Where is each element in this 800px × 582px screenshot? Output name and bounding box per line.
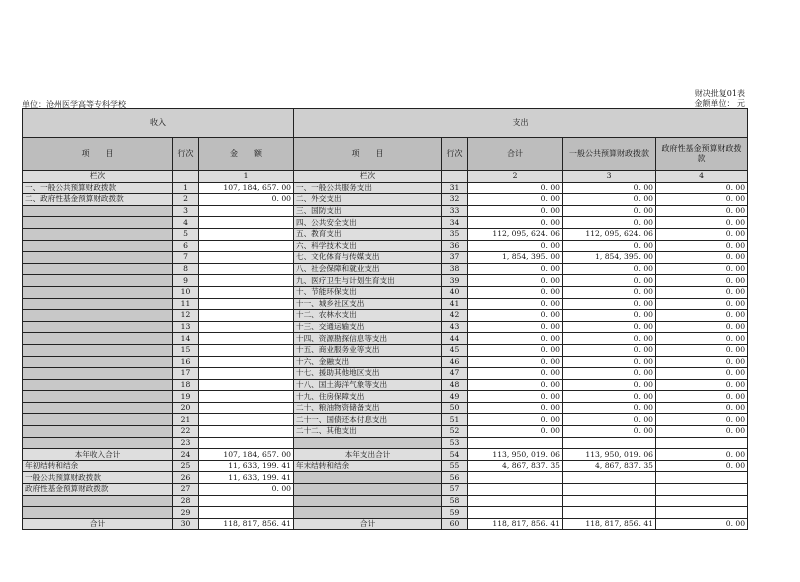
income-amount-cell <box>199 240 294 252</box>
expense-fund-cell: 0. 00 <box>656 368 748 380</box>
expense-total-cell: 0. 00 <box>468 310 563 322</box>
table-row <box>23 321 748 333</box>
expense-item-cell: 十、节能环保支出 <box>294 286 442 298</box>
income-line-cell: 8 <box>173 263 199 275</box>
expense-general-cell: 0. 00 <box>563 391 656 403</box>
expense-item-cell: 十二、农林水支出 <box>294 310 442 322</box>
income-item-cell <box>23 402 173 414</box>
expense-general-cell: 0. 00 <box>563 321 656 333</box>
income-line-cell: 21 <box>173 414 199 426</box>
expense-fund-cell: 0. 00 <box>656 391 748 403</box>
expense-item-cell: 二、外交支出 <box>294 194 442 206</box>
table-row <box>23 310 748 322</box>
expense-item-cell: 一、一般公共服务支出 <box>294 182 442 194</box>
expense-item-cell: 四、公共安全支出 <box>294 217 442 229</box>
income-item-cell <box>23 205 173 217</box>
expense-line-cell: 46 <box>442 356 468 368</box>
expense-line-cell: 43 <box>442 321 468 333</box>
colnum-total: 2 <box>468 171 563 183</box>
income-amount-cell: 11, 633, 199. 41 <box>199 460 294 472</box>
expense-total-cell: 0. 00 <box>468 321 563 333</box>
expense-item-cell <box>294 472 442 484</box>
expense-total-cell: 0. 00 <box>468 414 563 426</box>
income-item-cell: 合计 <box>23 518 173 530</box>
income-line-cell: 2 <box>173 194 199 206</box>
expense-line-cell: 53 <box>442 437 468 449</box>
income-amount-cell <box>199 205 294 217</box>
table-row <box>23 379 748 391</box>
expense-general-cell: 0. 00 <box>563 356 656 368</box>
expense-item-cell: 十三、交通运输支出 <box>294 321 442 333</box>
table-row <box>23 263 748 275</box>
income-line-cell: 1 <box>173 182 199 194</box>
expense-fund-cell: 0. 00 <box>656 194 748 206</box>
income-line-cell: 10 <box>173 286 199 298</box>
colnum-label: 栏次 <box>23 171 173 183</box>
expense-general-cell <box>563 495 656 507</box>
colnum-label2: 栏次 <box>294 171 442 183</box>
expense-general-cell <box>563 507 656 519</box>
expense-general-cell <box>563 437 656 449</box>
income-amount-cell <box>199 356 294 368</box>
expense-general-cell: 0. 00 <box>563 414 656 426</box>
colnum-blank <box>173 171 199 183</box>
expense-general-cell: 0. 00 <box>563 402 656 414</box>
income-line-cell: 30 <box>173 518 199 530</box>
expense-fund-cell <box>656 507 748 519</box>
income-amount-cell <box>199 298 294 310</box>
expense-total-cell: 0. 00 <box>468 182 563 194</box>
expense-total-cell: 0. 00 <box>468 263 563 275</box>
expense-item-cell: 十八、国土海洋气象等支出 <box>294 379 442 391</box>
income-line-cell: 14 <box>173 333 199 345</box>
expense-line-cell: 55 <box>442 460 468 472</box>
expense-fund-cell: 0. 00 <box>656 402 748 414</box>
income-amount-cell <box>199 344 294 356</box>
income-amount-cell <box>199 414 294 426</box>
expense-item-cell: 十九、住房保障支出 <box>294 391 442 403</box>
expense-total-cell: 0. 00 <box>468 240 563 252</box>
table-row <box>23 182 748 194</box>
expense-item-cell: 二十二、其他支出 <box>294 426 442 438</box>
expense-fund-cell: 0. 00 <box>656 286 748 298</box>
expense-line-cell: 40 <box>442 286 468 298</box>
expense-line-cell: 42 <box>442 310 468 322</box>
expense-total-cell: 0. 00 <box>468 275 563 287</box>
expense-line-cell: 44 <box>442 333 468 345</box>
income-line-cell: 5 <box>173 228 199 240</box>
expense-general-cell: 118, 817, 856. 41 <box>563 518 656 530</box>
col-line-header: 行次 <box>173 138 199 171</box>
expense-general-cell: 0. 00 <box>563 217 656 229</box>
expense-item-cell <box>294 484 442 496</box>
expense-total-cell: 0. 00 <box>468 391 563 403</box>
expense-total-cell: 0. 00 <box>468 286 563 298</box>
col-general-header: 一般公共预算财政拨款 <box>563 138 656 171</box>
form-code: 财决批复01表 <box>694 89 745 98</box>
expense-line-cell: 54 <box>442 449 468 461</box>
table-row <box>23 368 748 380</box>
expense-total-cell: 0. 00 <box>468 344 563 356</box>
table-row <box>23 298 748 310</box>
expense-section-header: 支出 <box>294 109 748 138</box>
expense-fund-cell: 0. 00 <box>656 252 748 264</box>
column-header-row <box>23 138 748 171</box>
table-row <box>23 356 748 368</box>
expense-general-cell: 1, 854, 395. 00 <box>563 252 656 264</box>
table-row <box>23 344 748 356</box>
income-amount-cell <box>199 263 294 275</box>
expense-line-cell: 32 <box>442 194 468 206</box>
expense-line-cell: 52 <box>442 426 468 438</box>
expense-general-cell: 0. 00 <box>563 194 656 206</box>
income-item-cell <box>23 298 173 310</box>
expense-item-cell: 本年支出合计 <box>294 449 442 461</box>
colnum-general: 3 <box>563 171 656 183</box>
expense-fund-cell <box>656 484 748 496</box>
expense-line-cell: 51 <box>442 414 468 426</box>
income-item-cell <box>23 321 173 333</box>
expense-total-cell: 0. 00 <box>468 217 563 229</box>
expense-item-cell: 七、文化体育与传媒支出 <box>294 252 442 264</box>
income-amount-cell <box>199 495 294 507</box>
expense-item-cell: 十五、商业服务业等支出 <box>294 344 442 356</box>
expense-general-cell: 0. 00 <box>563 298 656 310</box>
table-row <box>23 286 748 298</box>
table-row <box>23 402 748 414</box>
expense-line-cell: 31 <box>442 182 468 194</box>
income-item-cell <box>23 379 173 391</box>
expense-fund-cell: 0. 00 <box>656 205 748 217</box>
table-row <box>23 252 748 264</box>
expense-line-cell: 58 <box>442 495 468 507</box>
income-line-cell: 27 <box>173 484 199 496</box>
expense-line-cell: 35 <box>442 228 468 240</box>
income-line-cell: 25 <box>173 460 199 472</box>
income-amount-cell <box>199 507 294 519</box>
income-item-cell <box>23 310 173 322</box>
expense-item-cell: 二十、粮油物资储备支出 <box>294 402 442 414</box>
table-row <box>23 460 748 472</box>
table-row <box>23 275 748 287</box>
table-row <box>23 228 748 240</box>
expense-fund-cell: 0. 00 <box>656 310 748 322</box>
income-item-cell <box>23 333 173 345</box>
expense-general-cell: 0. 00 <box>563 205 656 217</box>
expense-general-cell: 0. 00 <box>563 286 656 298</box>
expense-general-cell <box>563 472 656 484</box>
income-item-cell <box>23 414 173 426</box>
income-item-cell <box>23 217 173 229</box>
expense-total-cell: 1, 854, 395. 00 <box>468 252 563 264</box>
income-amount-cell <box>199 333 294 345</box>
table-row <box>23 333 748 345</box>
expense-total-cell <box>468 495 563 507</box>
income-line-cell: 16 <box>173 356 199 368</box>
expense-general-cell: 0. 00 <box>563 310 656 322</box>
expense-general-cell: 0. 00 <box>563 333 656 345</box>
expense-total-cell: 0. 00 <box>468 205 563 217</box>
table-row <box>23 240 748 252</box>
income-line-cell: 6 <box>173 240 199 252</box>
expense-total-cell <box>468 507 563 519</box>
expense-line-cell: 57 <box>442 484 468 496</box>
expense-total-cell: 0. 00 <box>468 402 563 414</box>
income-line-cell: 9 <box>173 275 199 287</box>
expense-line-cell: 36 <box>442 240 468 252</box>
expense-total-cell <box>468 472 563 484</box>
expense-item-cell: 十一、城乡社区支出 <box>294 298 442 310</box>
expense-general-cell: 0. 00 <box>563 344 656 356</box>
income-item-cell <box>23 391 173 403</box>
income-amount-cell: 118, 817, 856. 41 <box>199 518 294 530</box>
income-line-cell: 22 <box>173 426 199 438</box>
income-amount-cell <box>199 217 294 229</box>
expense-fund-cell: 0. 00 <box>656 426 748 438</box>
expense-general-cell: 0. 00 <box>563 426 656 438</box>
expense-general-cell: 0. 00 <box>563 263 656 275</box>
income-amount-cell <box>199 228 294 240</box>
income-line-cell: 11 <box>173 298 199 310</box>
expense-fund-cell: 0. 00 <box>656 414 748 426</box>
expense-line-cell: 34 <box>442 217 468 229</box>
income-item-cell: 政府性基金预算财政拨款 <box>23 484 173 496</box>
income-amount-cell <box>199 402 294 414</box>
col-item2-header: 项 目 <box>294 138 442 171</box>
income-amount-cell <box>199 437 294 449</box>
expense-fund-cell: 0. 00 <box>656 217 748 229</box>
income-item-cell <box>23 263 173 275</box>
income-line-cell: 13 <box>173 321 199 333</box>
income-amount-cell: 0. 00 <box>199 194 294 206</box>
table-row <box>23 484 748 496</box>
table-row <box>23 472 748 484</box>
col-fund-header: 政府性基金预算财政拨款 <box>656 138 748 171</box>
income-amount-cell: 107, 184, 657. 00 <box>199 182 294 194</box>
col-line2-header: 行次 <box>442 138 468 171</box>
expense-fund-cell: 0. 00 <box>656 240 748 252</box>
expense-fund-cell <box>656 472 748 484</box>
income-line-cell: 3 <box>173 205 199 217</box>
income-amount-cell <box>199 368 294 380</box>
income-section-header: 收入 <box>23 109 294 138</box>
expense-line-cell: 47 <box>442 368 468 380</box>
income-amount-cell <box>199 275 294 287</box>
income-line-cell: 12 <box>173 310 199 322</box>
expense-total-cell: 0. 00 <box>468 426 563 438</box>
expense-fund-cell: 0. 00 <box>656 263 748 275</box>
income-line-cell: 26 <box>173 472 199 484</box>
expense-general-cell <box>563 484 656 496</box>
income-amount-cell <box>199 286 294 298</box>
table-row <box>23 449 748 461</box>
income-line-cell: 28 <box>173 495 199 507</box>
expense-fund-cell: 0. 00 <box>656 275 748 287</box>
income-item-cell: 一、一般公共预算财政拨款 <box>23 182 173 194</box>
expense-general-cell: 112, 095, 624. 06 <box>563 228 656 240</box>
income-item-cell <box>23 507 173 519</box>
expense-item-cell: 二十一、国债还本付息支出 <box>294 414 442 426</box>
unit-label: 单位：沧州医学高等专科学校 <box>22 100 126 109</box>
expense-fund-cell: 0. 00 <box>656 449 748 461</box>
expense-item-cell <box>294 495 442 507</box>
expense-general-cell: 113, 950, 019. 06 <box>563 449 656 461</box>
income-item-cell <box>23 275 173 287</box>
table-row <box>23 437 748 449</box>
income-item-cell <box>23 240 173 252</box>
income-line-cell: 29 <box>173 507 199 519</box>
expense-line-cell: 59 <box>442 507 468 519</box>
colnum-blank2 <box>442 171 468 183</box>
expense-total-cell: 113, 950, 019. 06 <box>468 449 563 461</box>
income-item-cell: 二、政府性基金预算财政拨款 <box>23 194 173 206</box>
expense-line-cell: 37 <box>442 252 468 264</box>
income-amount-cell <box>199 379 294 391</box>
colnum-fund: 4 <box>656 171 748 183</box>
expense-total-cell <box>468 484 563 496</box>
expense-total-cell: 0. 00 <box>468 298 563 310</box>
col-item-header: 项 目 <box>23 138 173 171</box>
income-line-cell: 7 <box>173 252 199 264</box>
expense-total-cell: 112, 095, 624. 06 <box>468 228 563 240</box>
income-line-cell: 23 <box>173 437 199 449</box>
table-row <box>23 518 748 530</box>
income-item-cell <box>23 228 173 240</box>
income-line-cell: 24 <box>173 449 199 461</box>
expense-fund-cell: 0. 00 <box>656 379 748 391</box>
expense-item-cell: 十四、资源勘探信息等支出 <box>294 333 442 345</box>
income-line-cell: 15 <box>173 344 199 356</box>
income-item-cell <box>23 286 173 298</box>
table-row <box>23 217 748 229</box>
table-row <box>23 194 748 206</box>
expense-fund-cell <box>656 437 748 449</box>
table-row <box>23 391 748 403</box>
expense-fund-cell: 0. 00 <box>656 228 748 240</box>
income-item-cell <box>23 252 173 264</box>
expense-total-cell: 0. 00 <box>468 368 563 380</box>
colnum-amount: 1 <box>199 171 294 183</box>
income-item-cell <box>23 495 173 507</box>
expense-item-cell: 五、教育支出 <box>294 228 442 240</box>
expense-item-cell: 九、医疗卫生与计划生育支出 <box>294 275 442 287</box>
expense-item-cell: 合计 <box>294 518 442 530</box>
expense-line-cell: 33 <box>442 205 468 217</box>
expense-total-cell: 0. 00 <box>468 379 563 391</box>
expense-line-cell: 41 <box>442 298 468 310</box>
report-header-right <box>694 89 745 109</box>
expense-fund-cell <box>656 495 748 507</box>
expense-fund-cell: 0. 00 <box>656 344 748 356</box>
expense-line-cell: 56 <box>442 472 468 484</box>
expense-item-cell: 年末结转和结余 <box>294 460 442 472</box>
expense-general-cell: 0. 00 <box>563 182 656 194</box>
amount-unit: 金额单位： 元 <box>694 99 745 108</box>
expense-fund-cell: 0. 00 <box>656 298 748 310</box>
expense-fund-cell: 0. 00 <box>656 333 748 345</box>
expense-line-cell: 38 <box>442 263 468 275</box>
col-amount-header: 金 额 <box>199 138 294 171</box>
income-amount-cell <box>199 310 294 322</box>
income-item-cell <box>23 356 173 368</box>
income-line-cell: 20 <box>173 402 199 414</box>
expense-general-cell: 0. 00 <box>563 240 656 252</box>
expense-general-cell: 0. 00 <box>563 275 656 287</box>
income-item-cell <box>23 426 173 438</box>
income-line-cell: 19 <box>173 391 199 403</box>
income-item-cell: 年初结转和结余 <box>23 460 173 472</box>
expense-total-cell: 0. 00 <box>468 333 563 345</box>
income-amount-cell: 11, 633, 199. 41 <box>199 472 294 484</box>
expense-fund-cell: 0. 00 <box>656 321 748 333</box>
expense-line-cell: 49 <box>442 391 468 403</box>
expense-total-cell: 4, 867, 837. 35 <box>468 460 563 472</box>
income-line-cell: 4 <box>173 217 199 229</box>
expense-item-cell: 八、社会保障和就业支出 <box>294 263 442 275</box>
expense-item-cell <box>294 507 442 519</box>
expense-total-cell: 0. 00 <box>468 194 563 206</box>
income-amount-cell <box>199 426 294 438</box>
expense-total-cell: 0. 00 <box>468 356 563 368</box>
income-item-cell <box>23 344 173 356</box>
table-row <box>23 495 748 507</box>
expense-line-cell: 45 <box>442 344 468 356</box>
income-item-cell: 一般公共预算财政拨款 <box>23 472 173 484</box>
table-row <box>23 414 748 426</box>
budget-table <box>22 108 748 530</box>
income-amount-cell <box>199 321 294 333</box>
expense-fund-cell: 0. 00 <box>656 460 748 472</box>
expense-general-cell: 0. 00 <box>563 379 656 391</box>
expense-line-cell: 60 <box>442 518 468 530</box>
income-line-cell: 18 <box>173 379 199 391</box>
table-row <box>23 205 748 217</box>
income-item-cell <box>23 368 173 380</box>
expense-item-cell: 三、国防支出 <box>294 205 442 217</box>
income-amount-cell <box>199 252 294 264</box>
income-line-cell: 17 <box>173 368 199 380</box>
income-amount-cell: 0. 00 <box>199 484 294 496</box>
expense-line-cell: 50 <box>442 402 468 414</box>
income-amount-cell <box>199 391 294 403</box>
col-total-header: 合计 <box>468 138 563 171</box>
expense-line-cell: 39 <box>442 275 468 287</box>
section-header-row <box>23 109 748 138</box>
expense-general-cell: 4, 867, 837. 35 <box>563 460 656 472</box>
table-row <box>23 507 748 519</box>
expense-total-cell <box>468 437 563 449</box>
income-item-cell <box>23 437 173 449</box>
expense-total-cell: 118, 817, 856. 41 <box>468 518 563 530</box>
income-amount-cell: 107, 184, 657. 00 <box>199 449 294 461</box>
expense-item-cell: 六、科学技术支出 <box>294 240 442 252</box>
column-number-row <box>23 171 748 183</box>
income-item-cell: 本年收入合计 <box>23 449 173 461</box>
expense-general-cell: 0. 00 <box>563 368 656 380</box>
table-row <box>23 426 748 438</box>
expense-fund-cell: 0. 00 <box>656 518 748 530</box>
expense-item-cell: 十六、金融支出 <box>294 356 442 368</box>
expense-item-cell <box>294 437 442 449</box>
expense-item-cell: 十七、援助其他地区支出 <box>294 368 442 380</box>
expense-line-cell: 48 <box>442 379 468 391</box>
expense-fund-cell: 0. 00 <box>656 356 748 368</box>
expense-fund-cell: 0. 00 <box>656 182 748 194</box>
